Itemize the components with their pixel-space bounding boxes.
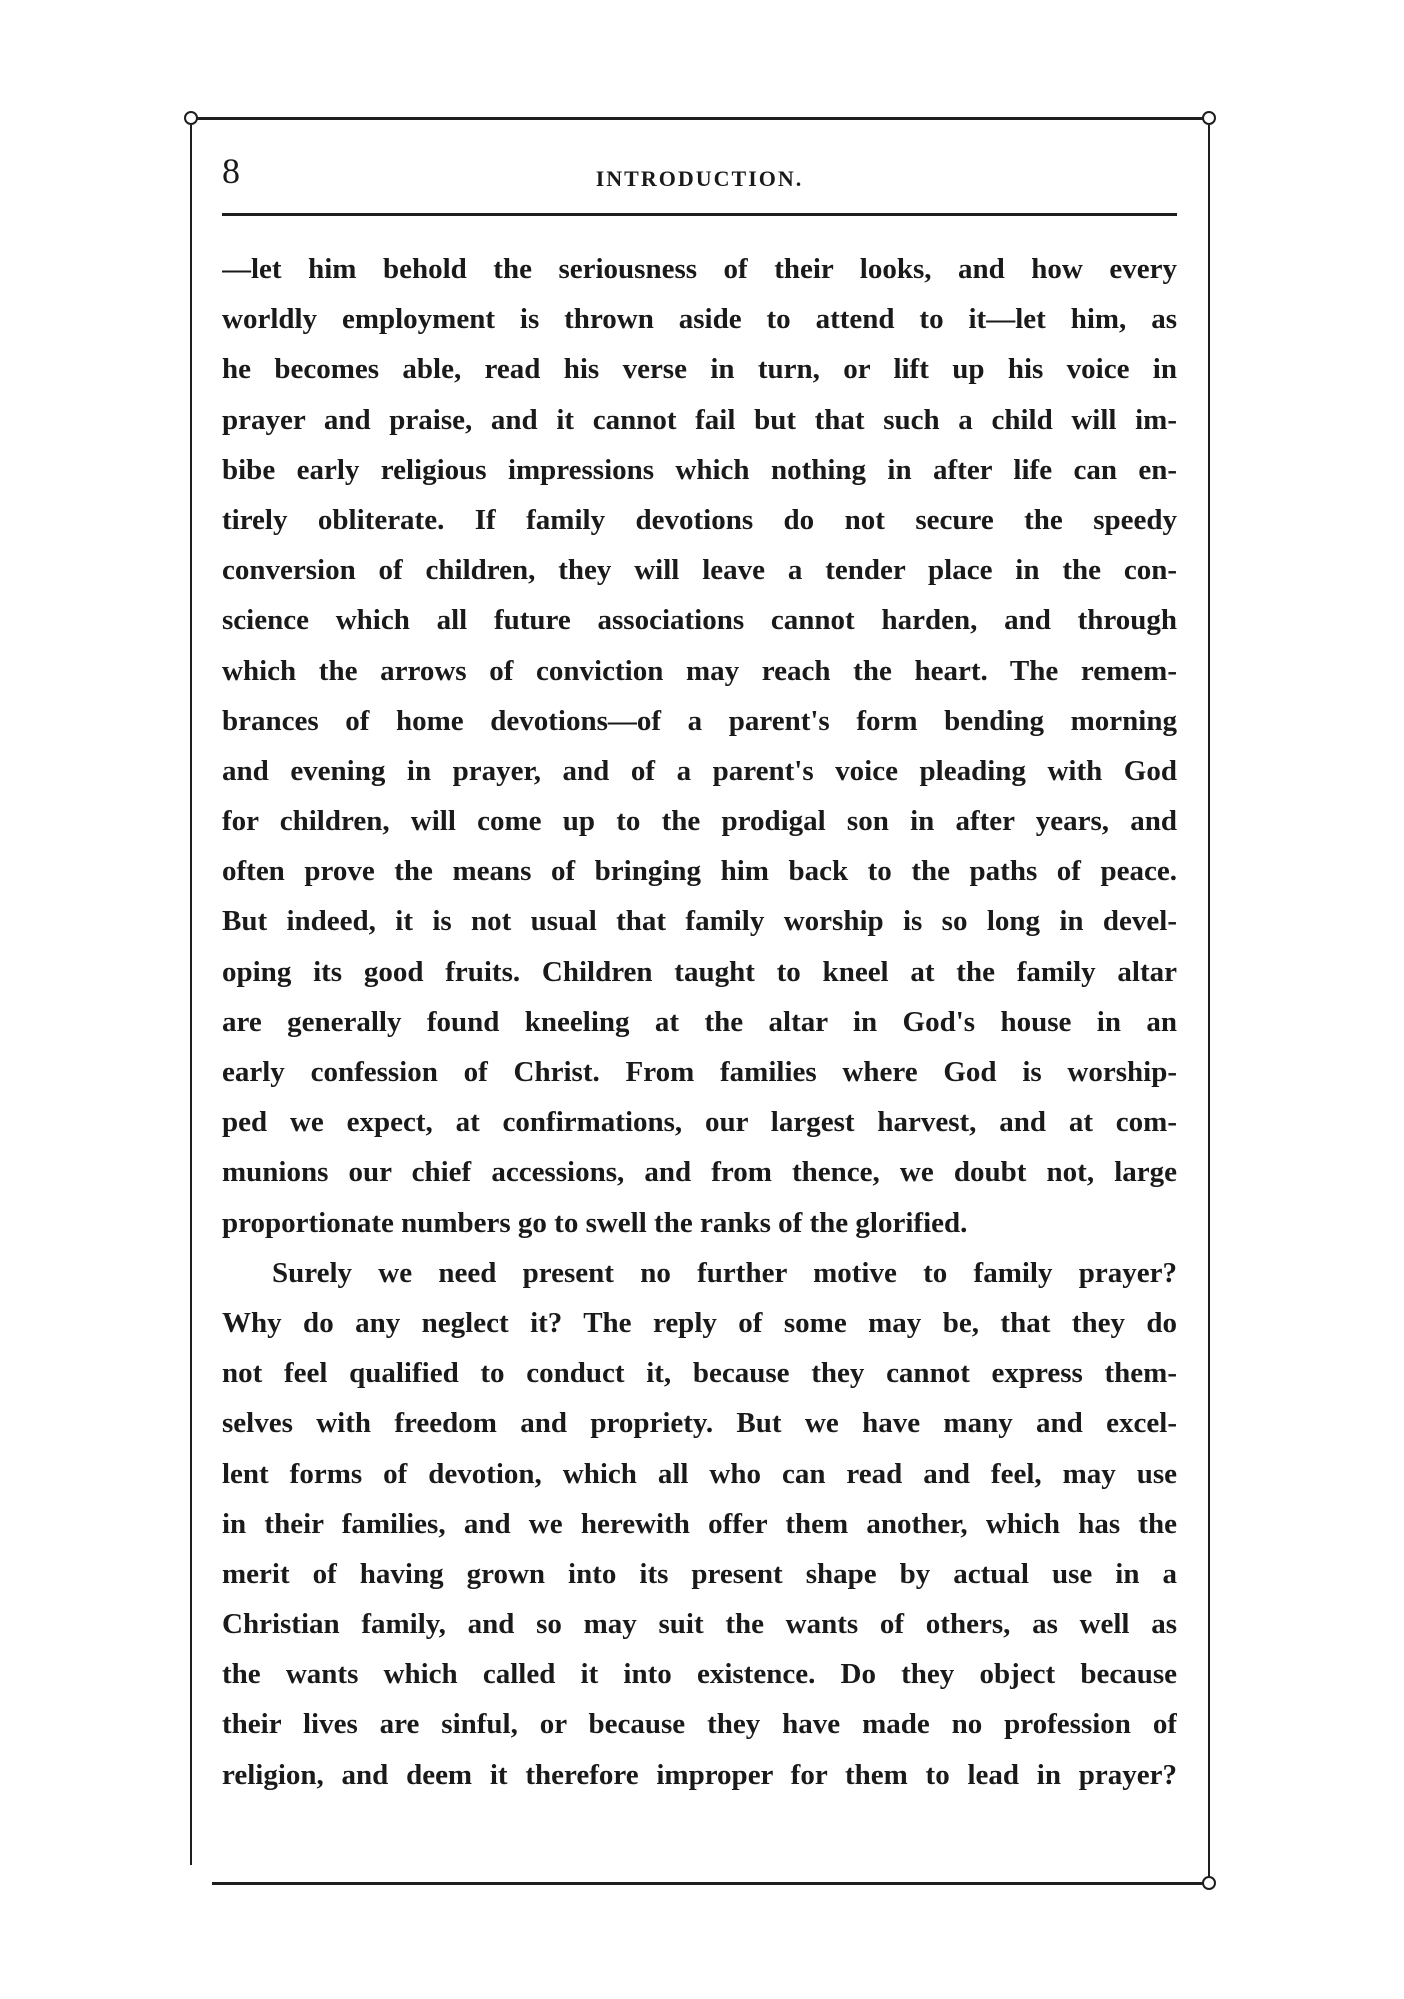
text-line: for children, will come up to the prodigal son in after years, and (222, 805, 1177, 838)
text-line: which the arrows of conviction may reach the heart. The remem- (222, 654, 1177, 687)
text-line: But indeed, it is not usual that family worship is so long in devel- (222, 905, 1177, 938)
text-line: religion, and deem it therefore improper for them to lead in prayer? (222, 1758, 1177, 1791)
text-line: and evening in prayer, and of a parent's voice pleading with God (222, 754, 1177, 787)
running-head: INTRODUCTION. (595, 166, 804, 191)
frame-bottom-rule (212, 1882, 1212, 1885)
text-line: Christian family, and so may suit the wants of others, as well as (222, 1608, 1177, 1641)
frame-left-rule (190, 125, 192, 1865)
frame-corner-ornament-bottom-right (1202, 1876, 1216, 1890)
text-line: Why do any neglect it? The reply of some may be, that they do (222, 1306, 1177, 1339)
text-line: lent forms of devotion, which all who can read and feel, may use (222, 1457, 1177, 1490)
text-line: oping its good fruits. Children taught to kneel at the family altar (222, 955, 1177, 988)
text-line: are generally found kneeling at the altar in God's house in an (222, 1005, 1177, 1038)
frame-corner-ornament-top-left (184, 111, 198, 125)
frame-corner-ornament-top-right (1202, 111, 1216, 125)
frame-right-rule (1208, 125, 1210, 1877)
text-line: science which all future associations cannot harden, and through (222, 604, 1177, 637)
body-text (222, 244, 1177, 1800)
text-line: the wants which called it into existence. Do they object because (222, 1658, 1177, 1691)
page-number: 8 (222, 151, 240, 191)
header-rule (222, 213, 1177, 216)
text-line: Surely we need present no further motive to family prayer? (272, 1256, 1177, 1289)
text-line: their lives are sinful, or because they have made no profession of (222, 1708, 1177, 1741)
paragraph (222, 244, 1177, 1248)
text-line: conversion of children, they will leave a tender place in the con- (222, 554, 1177, 587)
text-line: bibe early religious impressions which nothing in after life can en- (222, 453, 1177, 486)
text-line: proportionate numbers go to swell the ranks of the glorified. (222, 1206, 968, 1239)
text-line: merit of having grown into its present shape by actual use in a (222, 1557, 1177, 1590)
text-line: often prove the means of bringing him back to the paths of peace. (222, 855, 1177, 888)
text-line: selves with freedom and propriety. But we have many and excel- (222, 1407, 1177, 1440)
frame-top-rule (192, 117, 1210, 120)
text-line: brances of home devotions—of a parent's form bending morning (222, 704, 1177, 737)
paragraph (222, 1248, 1177, 1800)
text-line: ped we expect, at confirmations, our largest harvest, and at com- (222, 1106, 1177, 1139)
text-line: worldly employment is thrown aside to attend to it—let him, as (222, 303, 1177, 336)
text-line: in their families, and we herewith offer them another, which has the (222, 1507, 1177, 1540)
text-line: munions our chief accessions, and from thence, we doubt not, large (222, 1156, 1177, 1189)
text-line: —let him behold the seriousness of their looks, and how every (222, 253, 1177, 285)
text-line: he becomes able, read his verse in turn, or lift up his voice in (222, 353, 1177, 386)
page-header (222, 146, 1177, 196)
text-line: prayer and praise, and it cannot fail but that such a child will im- (222, 403, 1177, 436)
text-line: early confession of Christ. From families where God is worship- (222, 1056, 1177, 1088)
text-line: not feel qualified to conduct it, because they cannot express them- (222, 1357, 1177, 1390)
text-line: tirely obliterate. If family devotions do not secure the speedy (222, 503, 1177, 536)
